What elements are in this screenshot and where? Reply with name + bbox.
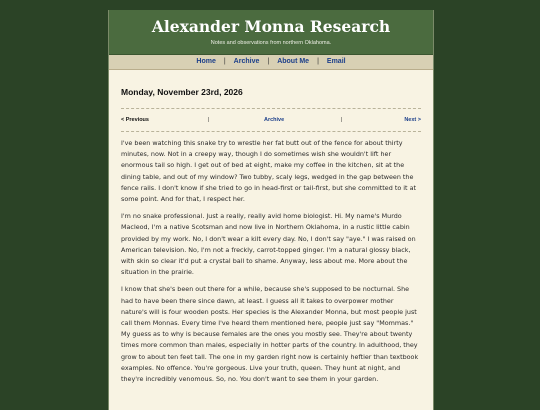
- site-header: [109, 10, 433, 55]
- nav-home-link[interactable]: Home: [196, 58, 216, 65]
- post-nav-separator: |: [341, 117, 343, 123]
- divider: [121, 131, 421, 132]
- nav-separator: |: [223, 58, 226, 65]
- post-paragraph: I know that she's been out there for a while, because she's supposed to be nocturnal. She had to have been there since dawn, at least. I guess all it takes to overpower mother nature's will is four wooden posts. Her species is the Alexander Monna, but most people just call them Monnas. Every time I've heard them mentioned here, people just say "Mommas." My guess as to why is because females are the ones you mostly see. They're about twenty times more common than males, especially in hotter parts of the country. In adulthood, they grow to about ten feet tall. The one in my garden right now is certainly heftier than textbook examples. No offence. You're gorgeous. Live your truth, queen. They hunt at night, and they're incredibly venomous. So, no. You don't want to see them in your garden.: [121, 285, 419, 384]
- post-navigation: [121, 109, 421, 131]
- site-title[interactable]: Alexander Monna Research: [151, 17, 391, 36]
- post-paragraph: I've been watching this snake try to wrestle her fat butt out of the fence for about thirty minutes, now. Not in a creepy way, though I do sometimes wish she wouldn't lift her enormous tail so high. I get out of bed at eight, make my coffee in the kitchen, sit at the dining table, and out of my window? Two tubby, scaly legs, wedged in the gap between the fence rails. I don't know if she tried to go in head-first or tail-first, but she committed to it at some point. And for that, I respect her.: [121, 139, 416, 204]
- blog-page: [108, 10, 434, 410]
- nav-about-link[interactable]: About Me: [277, 58, 310, 65]
- nav-archive-link[interactable]: Archive: [233, 58, 260, 65]
- post-content: [109, 87, 433, 385]
- archive-link[interactable]: Archive: [264, 117, 285, 123]
- main-nav: [109, 55, 433, 70]
- post-nav-separator: |: [208, 117, 210, 123]
- nav-email-link[interactable]: Email: [326, 58, 346, 65]
- previous-post-link[interactable]: < Previous: [121, 117, 149, 123]
- next-post-link[interactable]: Next >: [404, 117, 421, 123]
- post-date: Monday, November 23rd, 2026: [121, 87, 243, 97]
- site-tagline: Notes and observations from northern Oklahoma.: [210, 40, 332, 46]
- post-paragraph: I'm no snake professional. Just a really, really avid home biologist. Hi. My name's Murdo Macleod, I'm a native Scotsman and now live in Northern Oklahoma, in a rustic little cabin provided by my work. No, I don't wear a kilt every day. No, I don't say "aye." I was raised on American television. No, I'm not a freckly, carrot-topped ginger. I'm a natural glossy black, with skin so clear it'd put a crystal ball to shame. Anyway, less about me. More about the situation in the prairie.: [121, 212, 416, 277]
- nav-separator: |: [317, 58, 319, 65]
- nav-separator: |: [267, 58, 270, 65]
- post-body: [121, 138, 421, 385]
